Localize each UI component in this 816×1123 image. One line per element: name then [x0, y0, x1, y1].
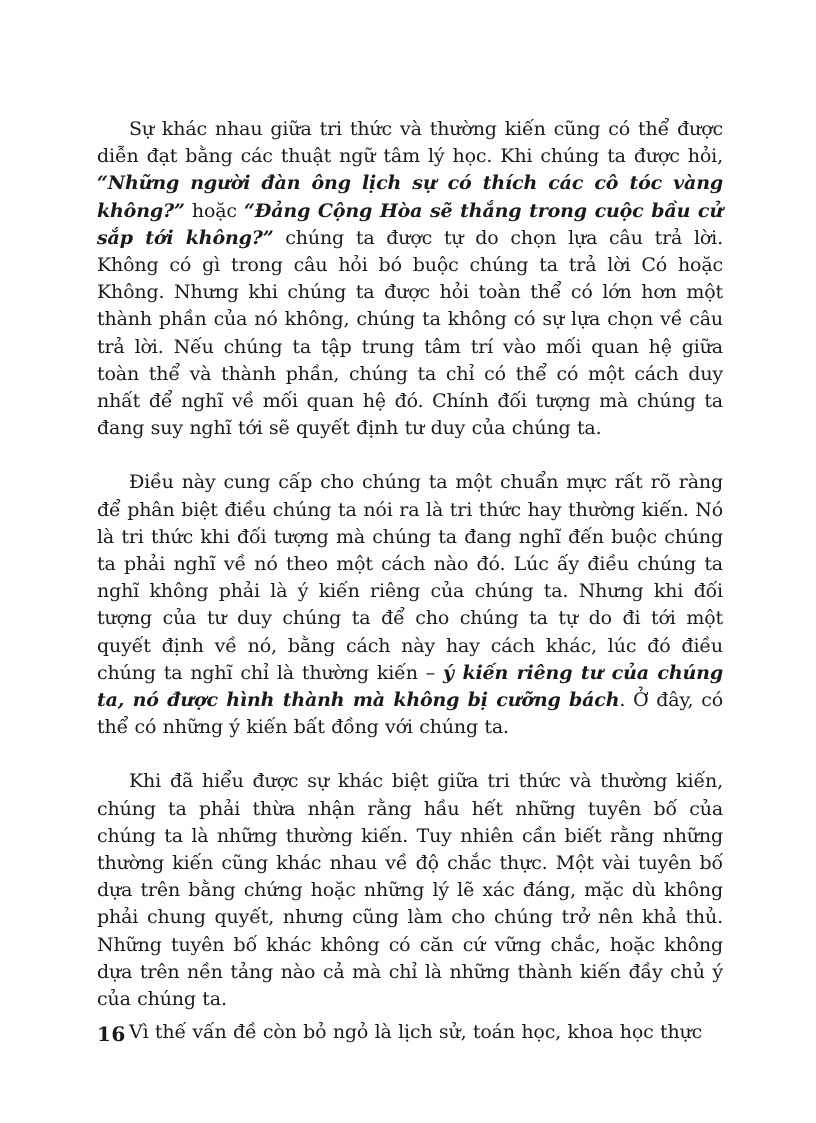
text-run: Sự khác nhau giữa tri thức và thường kiến cũng có thể được diễn đạt bằng các thuật ngữ tâm lý học. Khi chúng ta được hỏi,: [97, 118, 723, 168]
paragraph-1: [97, 116, 723, 442]
page-body: [97, 116, 723, 1047]
emphasized-definition: ý kiến riêng tư của chúng ta, nó được hình thành mà không bị cưỡng bách: [97, 661, 723, 712]
text-run: chúng ta được tự do chọn lựa câu trả lời. Không có gì trong câu hỏi bó buộc chúng ta trả lời Có hoặc Không. Nhưng khi chúng ta được hỏi toàn thể có lớn hơn một thành phần của nó không, chúng ta không có sự lựa chọn về câu trả lời. Nếu chúng ta tập trung tâm trí vào mối quan hệ giữa toàn thể và thành phần, chúng ta chỉ có thể có một cách duy nhất để nghĩ về mối quan hệ đó. Chính đối tượng mà chúng ta đang suy nghĩ tới sẽ quyết định tư duy của chúng ta.: [97, 226, 723, 440]
page-number: 16: [97, 1022, 126, 1046]
quoted-question-1: “Những người đàn ông lịch sự có thích các cô tóc vàng không?”: [97, 172, 723, 222]
text-run: Điều này cung cấp cho chúng ta một chuẩn mực rất rõ ràng để phân biệt điều chúng ta nói ra là tri thức hay thường kiến. Nó là tri thức khi đối tượng mà chúng ta đang nghĩ đến buộc chúng ta phải nghĩ về nó theo một cách nào đó. Lúc ấy điều chúng ta nghĩ không phải là ý kiến riêng của chúng ta. Nhưng khi đối tượng của tư duy chúng ta để cho chúng ta tự do đi tới một quyết định về nó, bằng cách này hay cách khác, lúc đó điều chúng ta nghĩ chỉ là thường kiến –: [97, 471, 723, 684]
paragraph-3: [97, 768, 723, 1013]
text-run: . Ở đây, có thể có những ý kiến bất đồng với chúng ta.: [97, 689, 723, 739]
quoted-question-2: “Đảng Cộng Hòa sẽ thắng trong cuộc bầu cử sắp tới không?”: [97, 199, 723, 249]
paragraph-4: [97, 1019, 723, 1046]
text-run: Vì thế vấn đề còn bỏ ngỏ là lịch sử, toán học, khoa học thực: [129, 1021, 703, 1044]
text-run: hoặc: [184, 199, 245, 222]
text-run: Khi đã hiểu được sự khác biệt giữa tri thức và thường kiến, chúng ta phải thừa nhận rằng hầu hết những tuyên bố của chúng ta là những thường kiến. Tuy nhiên cần biết rằng những thường kiến cũng khác nhau về độ chắc thực. Một vài tuyên bố dựa trên bằng chứng hoặc những lý lẽ xác đáng, mặc dù không phải chung quyết, nhưng cũng làm cho chúng trở nên khả thủ. Những tuyên bố khác không có căn cứ vững chắc, hoặc không dựa trên nền tảng nào cả mà chỉ là những thành kiến đầy chủ ý của chúng ta.: [97, 770, 723, 1011]
paragraph-2: [97, 469, 723, 741]
